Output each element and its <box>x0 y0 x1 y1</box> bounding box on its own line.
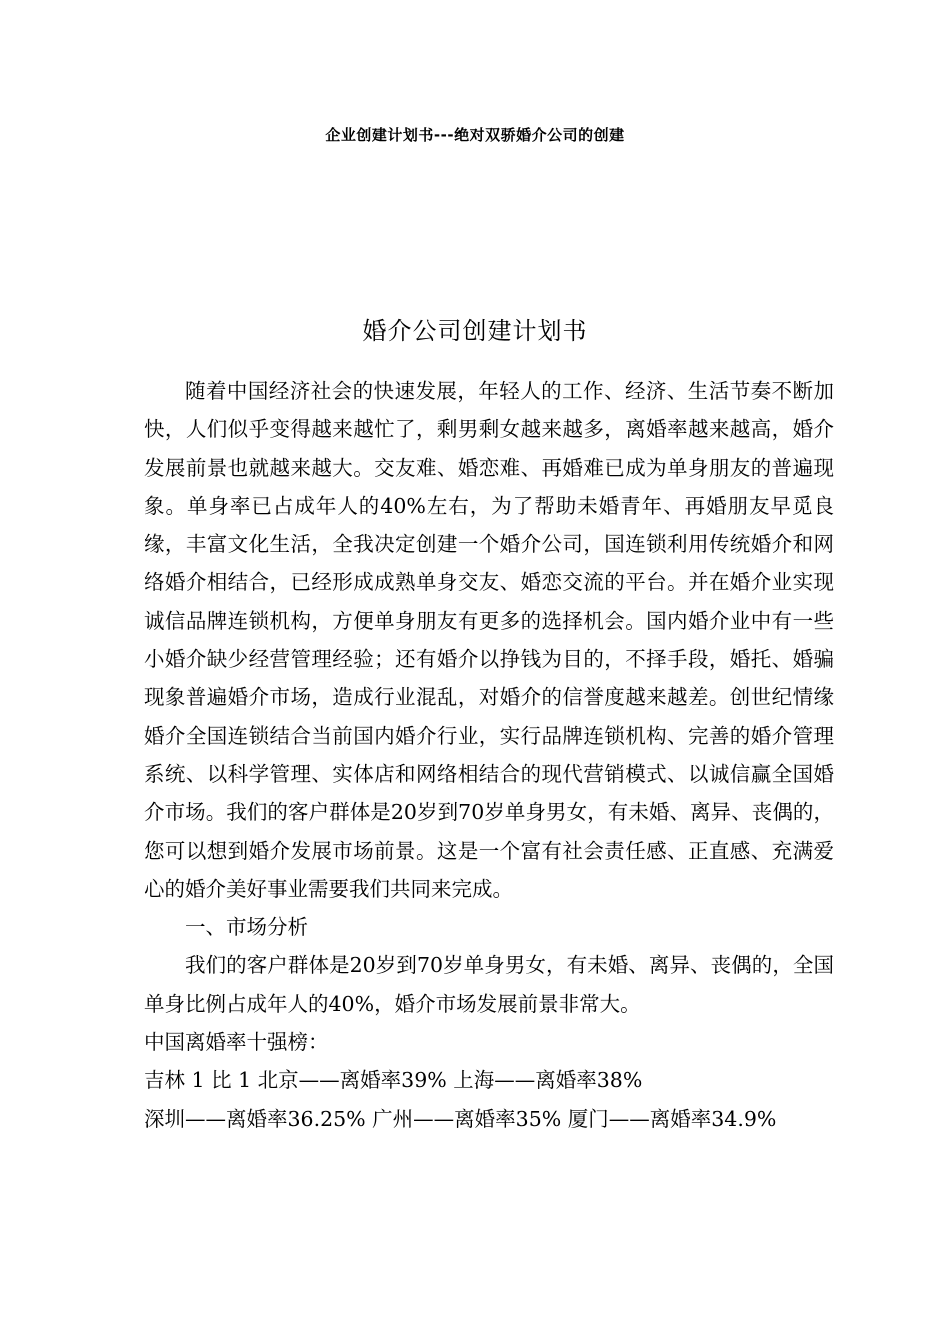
document-body <box>144 372 834 1138</box>
ranking-line: 吉林 1 比 1 北京——离婚率39% 上海——离婚率38% <box>144 1068 643 1093</box>
section-heading-market-analysis: 一、市场分析 <box>185 915 308 940</box>
ranking-line: 深圳——离婚率36.25% 广州——离婚率35% 厦门——离婚率34.9% <box>144 1106 777 1131</box>
market-paragraph: 我们的客户群体是20岁到70岁单身男女，有未婚、离异、丧偶的，全国单身比例占成年人的40%，婚介市场发展前景非常大。 <box>144 953 834 1016</box>
document-title: 婚介公司创建计划书 <box>362 317 588 345</box>
ranking-title: 中国离婚率十强榜： <box>144 1030 329 1055</box>
header-title: 企业创建计划书---绝对双骄婚介公司的创建 <box>325 126 625 144</box>
intro-paragraph: 随着中国经济社会的快速发展，年轻人的工作、经济、生活节奏不断加快，人们似乎变得越来越忙了，剩男剩女越来越多，离婚率越来越高，婚介发展前景也就越来越大。交友难、婚恋难、再婚难已成为单身朋友的普遍现象。单身率已占成年人的40%左右，为了帮助未婚青年、再婚朋友早觅良缘，丰富文化生活，全我决定创建一个婚介公司，国连锁利用传统婚介和网络婚介相结合，已经形成成熟单身交友、婚恋交流的平台。并在婚介业实现诚信品牌连锁机构，方便单身朋友有更多的选择机会。国内婚介业中有一些小婚介缺少经营管理经验；还有婚介以挣钱为目的，不择手段，婚托、婚骗现象普遍婚介市场，造成行业混乱，对婚介的信誉度越来越差。创世纪情缘婚介全国连锁结合当前国内婚介行业，实行品牌连锁机构、完善的婚介管理系统、以科学管理、实体店和网络相结合的现代营销模式、以诚信赢全国婚介市场。我们的客户群体是20岁到70岁单身男女，有未婚、离异、丧偶的，您可以想到婚介发展市场前景。这是一个富有社会责任感、正直感、充满爱心的婚介美好事业需要我们共同来完成。 <box>144 379 834 901</box>
